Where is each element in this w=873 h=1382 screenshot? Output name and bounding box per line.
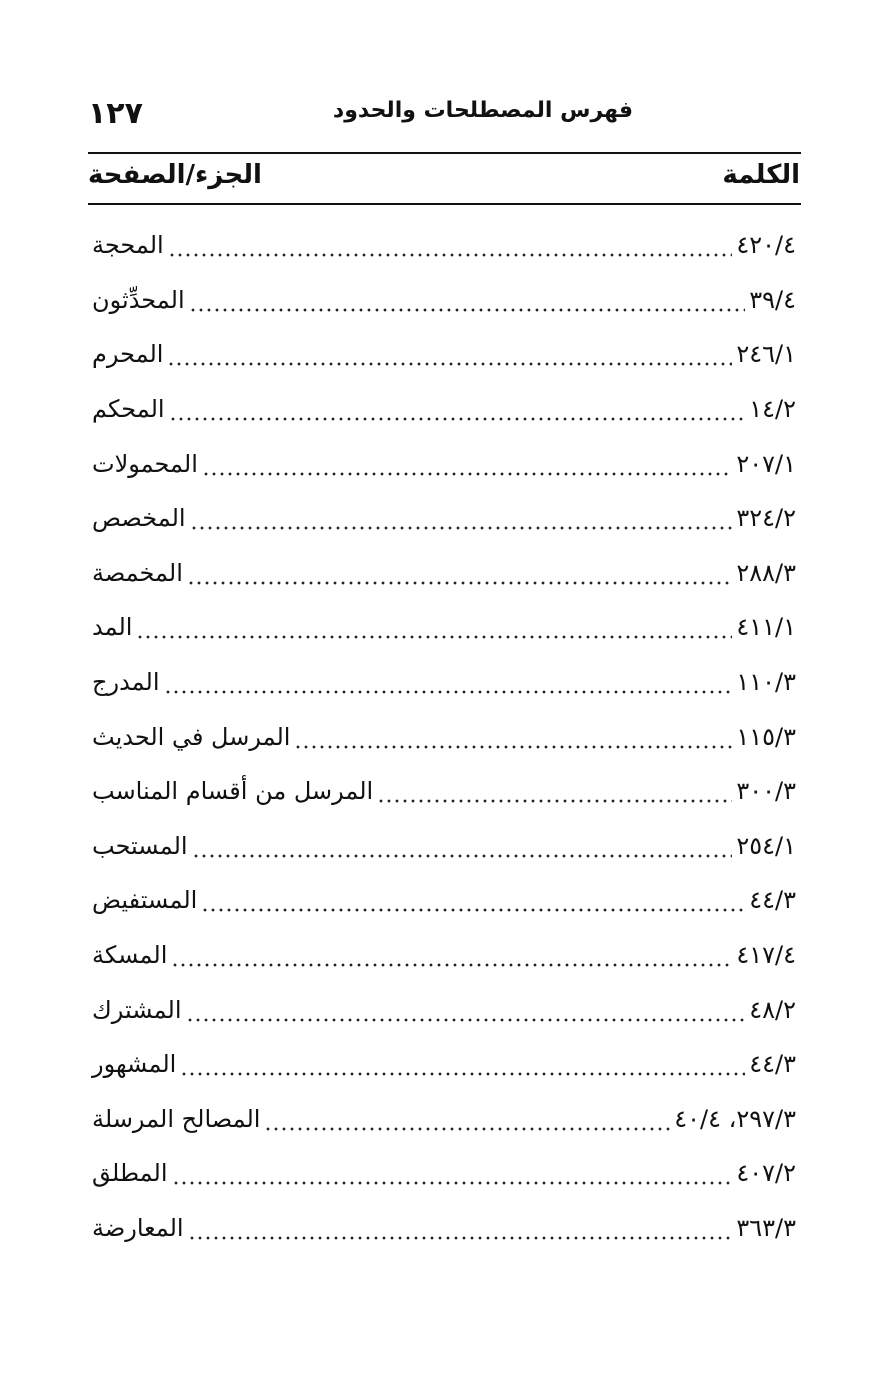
entry-term: المدرج [92,668,160,697]
entry-term: المصالح المرسلة [92,1104,261,1133]
dot-leader [187,560,732,586]
entry-reference: ٤٨/٢ [749,995,796,1024]
running-head [88,96,800,136]
entry-reference: ٢٨٨/٣ [736,558,796,587]
dot-leader [136,614,732,640]
entry-term: المحدِّثون [92,285,185,314]
index-entries [88,218,800,1255]
entry-term: المشهور [92,1050,177,1079]
dot-leader [172,1160,733,1186]
dot-leader [201,887,745,913]
entry-reference: ٤٤/٣ [749,886,796,915]
entry-reference: ٤١١/١ [736,613,796,642]
entry-term: المستفيض [92,886,198,915]
entry-term: المحرم [92,340,164,369]
entry-reference: ٣٠٠/٣ [736,777,796,806]
entry-term: المعارضة [92,1213,184,1242]
entry-reference: ٢٩٧/٣، ٤٠/٤ [674,1104,796,1133]
dot-leader [190,505,733,531]
entry-reference: ٢٥٤/١ [736,831,796,860]
entry-term: المرسل من أقسام المناسب [92,777,374,806]
index-entry [88,382,800,437]
running-title: فهرس المصطلحات والحدود [332,98,634,123]
index-entry [88,819,800,874]
entry-reference: ٣٢٤/٢ [736,504,796,533]
index-entry [88,1146,800,1201]
index-entry [88,491,800,546]
entry-reference: ١٤/٢ [749,395,796,424]
dot-leader [171,942,732,968]
index-entry [88,928,800,983]
index-entry [88,218,800,273]
entry-reference: ٤١٧/٤ [736,941,796,970]
dot-leader [294,724,732,750]
index-entry [88,764,800,819]
column-header-term: الكلمة [722,160,800,190]
entry-term: المحكم [92,395,165,424]
index-entry [88,655,800,710]
entry-term: المشترك [92,995,182,1024]
dot-leader [168,232,733,258]
index-entry [88,273,800,328]
entry-term: المطلق [92,1159,168,1188]
entry-reference: ٣٩/٤ [749,285,796,314]
entry-term: المسكة [92,941,168,970]
index-entry [88,327,800,382]
entry-term: المستحب [92,831,188,860]
dot-leader [180,1051,745,1077]
header-rule-bottom [88,203,801,205]
entry-reference: ٤٤/٣ [749,1050,796,1079]
entry-reference: ٢٠٧/١ [736,449,796,478]
index-entry [88,873,800,928]
index-entry [88,1092,800,1147]
dot-leader [202,451,732,477]
page-number: ١٢٧ [88,96,143,131]
index-entry [88,600,800,655]
dot-leader [167,341,732,367]
dot-leader [377,778,732,804]
index-entry [88,709,800,764]
entry-term: المخصص [92,504,186,533]
index-entry [88,1201,800,1256]
index-entry [88,982,800,1037]
dot-leader [189,287,746,313]
entry-term: المحمولات [92,449,198,478]
dot-leader [169,396,746,422]
entry-reference: ٤٠٧/٢ [736,1159,796,1188]
entry-term: المد [92,613,133,642]
dot-leader [186,997,746,1023]
index-entry [88,436,800,491]
index-entry [88,546,800,601]
dot-leader [164,669,733,695]
entry-reference: ٢٤٦/١ [736,340,796,369]
entry-term: المحجة [92,231,164,260]
entry-term: المرسل في الحديث [92,722,291,751]
dot-leader [264,1106,670,1132]
entry-reference: ١١٥/٣ [736,722,796,751]
entry-reference: ٣٦٣/٣ [736,1213,796,1242]
entry-reference: ٤٢٠/٤ [736,231,796,260]
dot-leader [188,1215,733,1241]
entry-reference: ١١٠/٣ [736,668,796,697]
dot-leader [192,833,733,859]
header-rule-top [88,152,801,154]
entry-term: المخمصة [92,558,183,587]
column-header-reference: الجزء/الصفحة [88,160,262,190]
index-entry [88,1037,800,1092]
